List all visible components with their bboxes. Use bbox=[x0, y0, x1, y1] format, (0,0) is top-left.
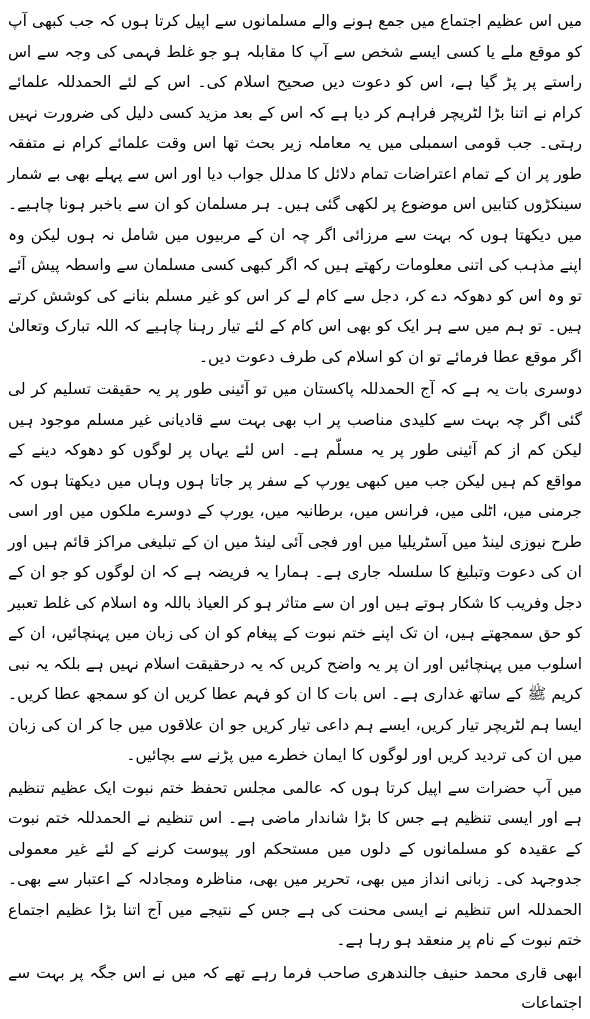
paragraph-2: دوسری بات یہ ہے کہ آج الحمدللہ پاکستان میں تو آئینی طور پر یہ حقیقت تسلیم کر لی گئی اگر چہ بہت سے کلیدی مناصب پر اب بھی بہت سے قادیانی غیر مسلم موجود ہیں لیکن کم از کم آئینی طور پر یہ مسلّم ہے۔ اس لئے یہاں پر لوگوں کو دھوکہ دینے کے مواقع کم ہیں لیکن جب میں کبھی یورپ کے سفر پر جاتا ہوں وہاں میں دیکھتا ہوں کہ جرمنی میں، اٹلی میں، فرانس میں، برطانیہ میں، یورپ کے دوسرے ملکوں میں اور اسی طرح نیوزی لینڈ میں آسٹریلیا میں اور فجی آئی لینڈ میں ان کے تبلیغی مراکز قائم ہیں اور ان کی دعوت وتبلیغ کا سلسلہ جاری ہے۔ ہمارا یہ فریضہ ہے کہ ان لوگوں کو جو ان کے دجل وفریب کا شکار ہوتے ہیں اور ان سے متاثر ہو کر العیاذ باللہ وہ اسلام کی غلط تعبیر کو حق سمجھتے ہیں، ان تک اپنے ختم نبوت کے پیغام کو ان کی زبان میں پہنچائیں، ان کے اسلوب میں پہنچائیں اور ان پر یہ واضح کریں کہ یہ درحقیقت اسلام نہیں ہے بلکہ یہ نبی کریم ﷺ کے ساتھ غداری ہے۔ اس بات کا ان کو فہم عطا کریں ان کو سمجھ عطا کریں۔ ایسا ہم لٹریچر تیار کریں، ایسے ہم داعی تیار کریں جو ان علاقوں میں جا کر ان کی زبان میں ان کی تردید کریں اور لوگوں کا ایمان خطرے میں پڑنے سے بچائیں۔ bbox=[8, 380, 582, 764]
paragraph-1: میں اس عظیم اجتماع میں جمع ہونے والے مسلمانوں سے اپیل کرتا ہوں کہ جب کبھی آپ کو موقع ملے یا کسی ایسے شخص سے آپ کا مقابلہ ہو جو غلط فہمی کی وجہ سے اس راستے پر پڑ گیا ہے، اس کو دعوت دیں صحیح اسلام کی۔ اس کے لئے الحمدللہ علمائے کرام نے اتنا بڑا لٹریچر فراہم کر دیا ہے کہ اس کے بعد مزید کسی دلیل کی ضرورت نہیں رہتی۔ جب قومی اسمبلی میں یہ معاملہ زیر بحث تھا اس وقت علمائے کرام نے متفقہ طور پر ان کے تمام اعتراضات تمام دلائل کا مدلل جواب دیا اور اس سے پہلے بھی بے شمار سینکڑوں کتابیں اس موضوع پر لکھی گئی ہیں۔ ہر مسلمان کو ان سے باخبر ہونا چاہیے۔ میں دیکھتا ہوں کہ بہت سے مرزائی اگر چہ ان کے مربیوں میں شامل نہ ہوں لیکن وہ اپنے مذہب کی اتنی معلومات رکھتے ہیں کہ اگر کبھی کسی مسلمان سے واسطہ پیش آئے تو وہ اس کو دھوکہ دے کر، دجل سے کام لے کر اس کو غیر مسلم بنانے کی کوشش کرتے ہیں۔ تو ہم میں سے ہر ایک کو بھی اس کام کے لئے تیار رہنا چاہیے کہ اللہ تبارک وتعالیٰ اگر موقع عطا فرمائے تو ان کو اسلام کی طرف دعوت دیں۔ bbox=[8, 12, 582, 366]
paragraph-3: میں آپ حضرات سے اپیل کرتا ہوں کہ عالمی مجلس تحفظ ختم نبوت ایک عظیم تنظیم ہے اور ایسی تنظیم ہے جس کا بڑا شاندار ماضی ہے۔ اس تنظیم نے الحمدللہ ختم نبوت کے عقیدہ کو مسلمانوں کے دلوں میں مستحکم اور پیوست کرنے کے لئے غیر معمولی جدوجہد کی۔ زبانی انداز میں بھی، تحریر میں بھی، مناظرہ ومجادلہ کے اعتبار سے بھی۔ الحمدللہ اس تنظیم نے ایسی محنت کی ہے جس کے نتیجے میں آج اتنا بڑا عظیم اجتماع ختم نبوت کے نام پر منعقد ہو رہا ہے۔ bbox=[8, 778, 582, 949]
document-page bbox=[8, 6, 582, 1012]
paragraph-4: ابھی قاری محمد حنیف جالندھری صاحب فرما رہے تھے کہ میں نے اس جگہ پر بہت سے اجتماعات bbox=[8, 963, 582, 1012]
